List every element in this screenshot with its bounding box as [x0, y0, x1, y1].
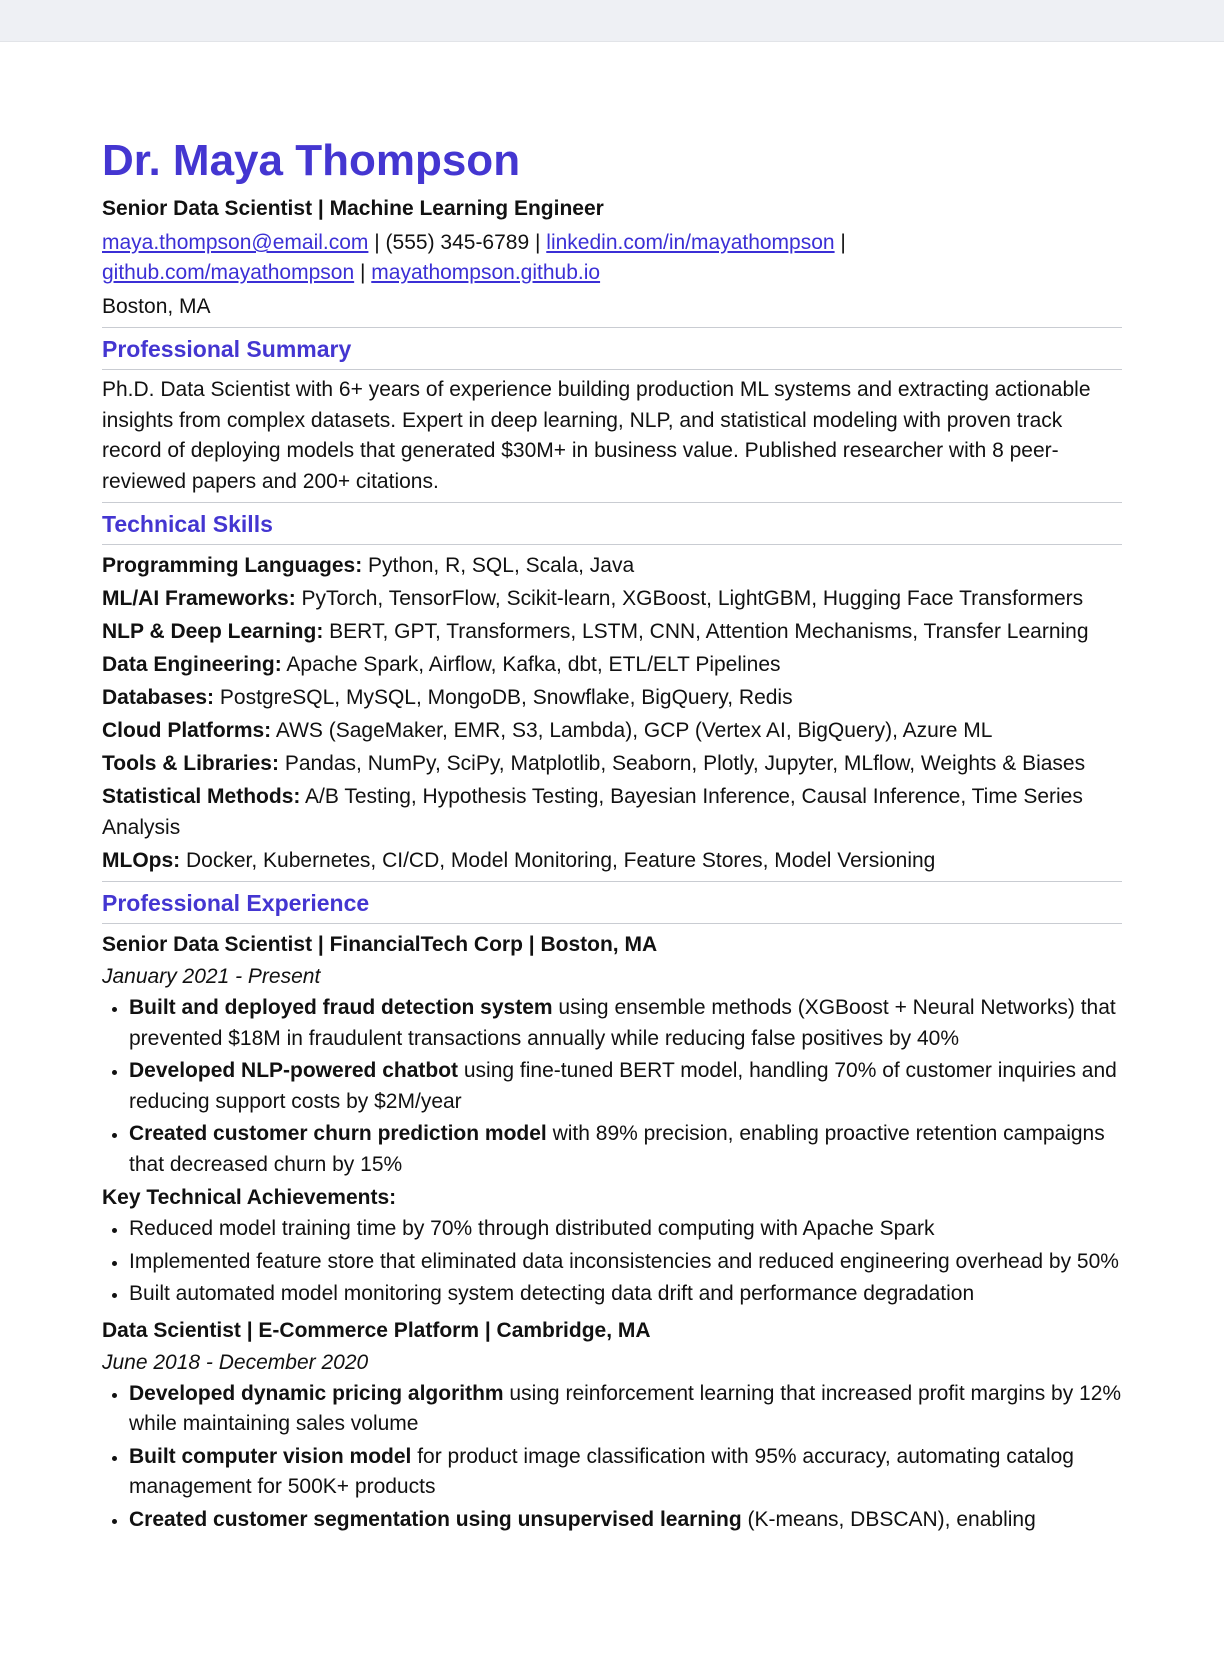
skill-value: Apache Spark, Airflow, Kafka, dbt, ETL/ELT Pipelines: [281, 653, 781, 676]
skill-value: BERT, GPT, Transformers, LSTM, CNN, Attention Mechanisms, Transfer Learning: [323, 620, 1089, 643]
website-link[interactable]: mayathompson.github.io: [371, 261, 601, 284]
skill-value: AWS (SageMaker, EMR, S3, Lambda), GCP (Vertex AI, BigQuery), Azure ML: [271, 719, 993, 742]
skill-row: [102, 616, 1122, 647]
skill-label: ML/AI Frameworks:: [102, 587, 296, 610]
email-link[interactable]: maya.thompson@email.com: [102, 231, 369, 254]
skill-row: [102, 781, 1122, 843]
candidate-name: Dr. Maya Thompson: [102, 136, 521, 185]
bullet-highlight: Built and deployed fraud detection system: [129, 996, 553, 1019]
achievements-list: [102, 1214, 1122, 1310]
list-item: [129, 1056, 1122, 1117]
bullet-text: using fine-tuned BERT model, handling 70% of customer inquiries and reducing support costs by $2M/year: [129, 1059, 1117, 1113]
list-item: [129, 1442, 1122, 1503]
job-title: Data Scientist | E-Commerce Platform | Cambridge, MA: [102, 1318, 651, 1342]
skill-row: [102, 550, 1122, 581]
contact-separator: |: [368, 231, 386, 254]
phone-number: (555) 345-6789: [385, 231, 530, 254]
skill-row: [102, 583, 1122, 614]
github-link[interactable]: github.com/mayathompson: [102, 261, 355, 284]
skill-value: PostgreSQL, MySQL, MongoDB, Snowflake, BigQuery, Redis: [214, 686, 793, 709]
skill-label: Statistical Methods:: [102, 785, 301, 808]
skill-label: Cloud Platforms:: [102, 719, 272, 742]
skill-label: Tools & Libraries:: [102, 752, 279, 775]
skill-label: Databases:: [102, 686, 215, 709]
section-title-summary: Professional Summary: [102, 327, 1122, 370]
bullet-text: using reinforcement learning that increased profit margins by 12% while maintaining sales volume: [129, 1381, 1122, 1435]
skill-value: Pandas, NumPy, SciPy, Matplotlib, Seaborn, Plotly, Jupyter, MLflow, Weights & Biases: [278, 752, 1086, 775]
bullet-highlight: Created customer churn prediction model: [129, 1122, 547, 1145]
skill-row: [102, 845, 1122, 876]
skill-value: Docker, Kubernetes, CI/CD, Model Monitoring, Feature Stores, Model Versioning: [180, 849, 936, 872]
contact-line: [102, 228, 1122, 288]
skill-label: NLP & Deep Learning:: [102, 620, 324, 643]
achievements-heading: Key Technical Achievements:: [102, 1186, 397, 1209]
bullet-highlight: Built computer vision model: [129, 1444, 412, 1468]
section-title-skills: Technical Skills: [102, 502, 1122, 545]
bullet-text: (K-means, DBSCAN), enabling: [741, 1507, 1036, 1531]
skill-row: [102, 649, 1122, 680]
bullet-text: for product image classification with 95% accuracy, automating catalog management for 500K+ products: [129, 1444, 1074, 1498]
skill-label: MLOps:: [102, 849, 181, 872]
bullet-text: using ensemble methods (XGBoost + Neural Networks) that prevented $18M in fraudulent transactions annually while reducing false positives by 40%: [129, 996, 1116, 1050]
bullet-highlight: Created customer segmentation using unsupervised learning: [129, 1507, 742, 1531]
job-dates: January 2021 - Present: [102, 965, 321, 988]
contact-separator: |: [834, 231, 846, 254]
skill-row: [102, 715, 1122, 746]
list-item: • Built automated model monitoring system detecting data drift and performance degradation: [129, 1279, 1122, 1310]
bullet-text: with 89% precision, enabling proactive retention campaigns that decreased churn by 15%: [129, 1122, 1105, 1176]
skill-row: [102, 748, 1122, 779]
location: Boston, MA: [102, 295, 211, 318]
bullet-highlight: Developed NLP-powered chatbot: [129, 1059, 459, 1082]
skill-row: [102, 682, 1122, 713]
skill-value: Python, R, SQL, Scala, Java: [362, 554, 635, 577]
list-item: [129, 1379, 1122, 1440]
skill-value: PyTorch, TensorFlow, Scikit-learn, XGBoost, LightGBM, Hugging Face Transformers: [295, 587, 1084, 610]
candidate-title: Senior Data Scientist | Machine Learning Engineer: [102, 197, 604, 220]
contact-separator: |: [529, 231, 547, 254]
linkedin-link[interactable]: linkedin.com/in/mayathompson: [546, 231, 835, 254]
list-item: [129, 993, 1122, 1054]
bullet-highlight: Developed dynamic pricing algorithm: [129, 1381, 504, 1405]
list-item: [129, 1119, 1122, 1180]
list-item: • Implemented feature store that eliminated data inconsistencies and reduced engineering overhead by 50%: [129, 1247, 1122, 1278]
skill-label: Programming Languages:: [102, 554, 363, 577]
job-bullets: [102, 1379, 1122, 1536]
resume-content: [102, 134, 1122, 1537]
job-dates: June 2018 - December 2020: [102, 1350, 369, 1374]
summary-text: Ph.D. Data Scientist with 6+ years of experience building production ML systems and extracting actionable insights from complex datasets. Expert in deep learning, NLP, and statistical modeling with proven track record of deploying models that generated $30M+ in business value. Published researcher with 8 peer-reviewed papers and 200+ citations.: [102, 378, 1091, 493]
skills-list: [102, 550, 1122, 876]
contact-separator: |: [354, 261, 372, 284]
skill-value: A/B Testing, Hypothesis Testing, Bayesian Inference, Causal Inference, Time Series Analysis: [102, 785, 1083, 839]
list-item: [129, 1505, 1122, 1536]
skill-label: Data Engineering:: [102, 653, 282, 676]
job-bullets: [102, 993, 1122, 1180]
list-item: • Reduced model training time by 70% through distributed computing with Apache Spark: [129, 1214, 1122, 1245]
job-title: Senior Data Scientist | FinancialTech Corp | Boston, MA: [102, 933, 658, 956]
section-title-experience: Professional Experience: [102, 881, 1122, 924]
resume-page: [0, 41, 1224, 1680]
